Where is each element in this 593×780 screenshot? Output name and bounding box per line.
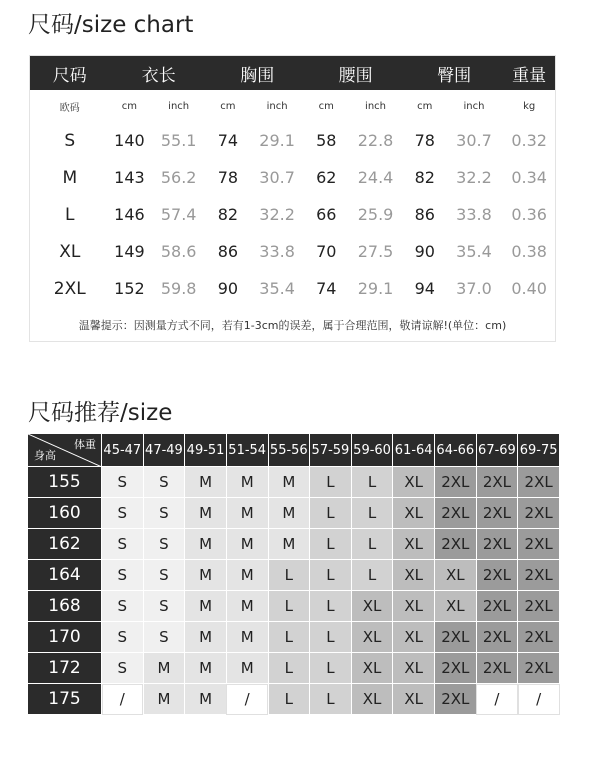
recommended-size-cell: S xyxy=(143,529,185,560)
header-size: 尺码 xyxy=(52,65,87,86)
recommended-size-cell: S xyxy=(102,622,144,653)
recommended-size-cell: M xyxy=(185,529,227,560)
recommended-size-cell: M xyxy=(268,467,310,498)
size-chart-cell-chest-cm: 74 xyxy=(217,131,239,150)
recommended-size-cell: L xyxy=(310,653,352,684)
header-length: 衣长 xyxy=(141,65,176,86)
recommended-size-cell: S xyxy=(102,467,144,498)
recommended-size-cell: XL xyxy=(393,591,435,622)
grid-row xyxy=(28,498,560,529)
recommended-size-cell: / xyxy=(476,684,518,715)
size-chart-cell-hip-cm: 90 xyxy=(414,242,435,261)
recommended-size-cell: L xyxy=(310,529,352,560)
recommended-size-cell: XL xyxy=(393,560,435,591)
weight-column-header: 45-47 xyxy=(102,434,144,467)
recommended-size-cell: L xyxy=(351,560,393,591)
subheader-inch: inch xyxy=(168,100,190,112)
recommended-size-cell: XL xyxy=(393,529,435,560)
recommended-size-cell: 2XL xyxy=(476,498,518,529)
size-chart-cell-chest-cm: 86 xyxy=(217,242,239,261)
recommended-size-cell: S xyxy=(102,498,144,529)
size-chart-cell-weight: 0.38 xyxy=(511,242,547,261)
size-chart-cell-hip-in: 32.2 xyxy=(456,168,492,187)
size-chart-cell-waist-in: 29.1 xyxy=(357,279,394,298)
weight-column-header: 57-59 xyxy=(310,434,352,467)
size-chart-row xyxy=(30,233,555,270)
recommended-size-cell: S xyxy=(102,653,144,684)
size-chart-cell-hip-cm: 86 xyxy=(414,205,435,224)
subheader-kg: kg xyxy=(523,100,536,112)
size-chart-cell-waist-in: 25.9 xyxy=(357,205,394,224)
recommended-size-cell: / xyxy=(226,684,268,715)
header-weight: 重量 xyxy=(512,65,547,86)
size-chart-row xyxy=(30,270,555,307)
size-chart-cell-waist-in: 22.8 xyxy=(357,131,394,150)
size-chart-cell-waist-in: 24.4 xyxy=(357,168,394,187)
size-chart-cell-weight: 0.34 xyxy=(511,168,547,187)
height-row-header: 164 xyxy=(28,560,102,591)
size-chart-header xyxy=(30,56,555,90)
weight-column-header: 64-66 xyxy=(435,434,477,467)
size-chart-cell-len-cm: 152 xyxy=(114,279,145,298)
grid-row xyxy=(28,622,560,653)
measurement-note: 温馨提示：因测量方式不同，若有1-3cm的误差，属于合理范围，敬请谅解!(单位：cm) xyxy=(78,319,507,332)
size-chart-cell-len-in: 55.1 xyxy=(160,131,197,150)
recommended-size-cell: M xyxy=(185,560,227,591)
weight-column-header: 51-54 xyxy=(226,434,268,467)
subheader-cm: cm xyxy=(220,100,236,112)
grid-row xyxy=(28,529,560,560)
size-chart-cell-hip-cm: 78 xyxy=(414,131,435,150)
header-hip: 臀围 xyxy=(437,65,472,86)
recommended-size-cell: M xyxy=(226,653,268,684)
height-row-header: 168 xyxy=(28,591,102,622)
recommended-size-cell: 2XL xyxy=(518,591,560,622)
recommended-size-cell: M xyxy=(226,591,268,622)
size-chart-cell-len-in: 58.6 xyxy=(160,242,197,261)
size-chart-cell-len-in: 56.2 xyxy=(160,168,197,187)
size-chart-subheader xyxy=(30,90,555,122)
size-chart-table xyxy=(29,55,556,342)
recommended-size-cell: 2XL xyxy=(476,653,518,684)
recommended-size-cell: M xyxy=(226,560,268,591)
recommended-size-cell: XL xyxy=(435,591,477,622)
size-chart-cell-len-cm: 143 xyxy=(114,168,145,187)
size-chart-cell-waist-in: 27.5 xyxy=(357,242,394,261)
size-chart-cell-weight: 0.40 xyxy=(511,279,547,298)
size-chart-cell-size: 2XL xyxy=(53,278,86,299)
recommended-size-cell: L xyxy=(268,560,310,591)
recommended-size-cell: 2XL xyxy=(435,622,477,653)
recommended-size-cell: XL xyxy=(393,467,435,498)
recommended-size-cell: L xyxy=(310,498,352,529)
size-chart-cell-hip-in: 33.8 xyxy=(456,205,492,224)
subheader-cm: cm xyxy=(121,100,138,112)
size-chart-cell-len-in: 57.4 xyxy=(160,205,197,224)
recommended-size-cell: XL xyxy=(393,498,435,529)
size-chart-cell-waist-cm: 70 xyxy=(316,242,337,261)
recommended-size-cell: L xyxy=(310,684,352,715)
recommended-size-cell: M xyxy=(268,498,310,529)
recommended-size-cell: L xyxy=(351,467,393,498)
size-chart-cell-chest-cm: 82 xyxy=(217,205,239,224)
recommended-size-cell: 2XL xyxy=(476,529,518,560)
recommended-size-cell: L xyxy=(310,622,352,653)
size-chart-cell-len-cm: 146 xyxy=(114,205,145,224)
recommended-size-cell: S xyxy=(143,560,185,591)
size-chart-cell-len-cm: 149 xyxy=(114,242,145,261)
recommended-size-cell: S xyxy=(102,591,144,622)
size-chart-cell-waist-cm: 66 xyxy=(316,205,337,224)
size-chart-cell-chest-in: 30.7 xyxy=(259,168,295,187)
size-chart-cell-size: XL xyxy=(59,241,81,262)
size-chart-cell-len-cm: 140 xyxy=(114,131,145,150)
corner-height-label: 身高 xyxy=(34,449,56,462)
recommended-size-cell: M xyxy=(226,467,268,498)
recommended-size-cell: 2XL xyxy=(518,498,560,529)
subheader-inch: inch xyxy=(365,100,386,112)
size-recommendation-title: 尺码推荐/size xyxy=(28,400,173,426)
recommended-size-cell: M xyxy=(226,529,268,560)
grid-row xyxy=(28,591,560,622)
recommended-size-cell: L xyxy=(351,498,393,529)
recommended-size-cell: / xyxy=(102,684,144,715)
recommended-size-cell: 2XL xyxy=(518,653,560,684)
recommended-size-cell: 2XL xyxy=(476,467,518,498)
recommended-size-cell: XL xyxy=(393,622,435,653)
recommended-size-cell: M xyxy=(185,591,227,622)
recommended-size-cell: M xyxy=(226,622,268,653)
size-chart-cell-hip-cm: 94 xyxy=(414,279,435,298)
grid-row xyxy=(28,653,560,684)
recommended-size-cell: S xyxy=(143,622,185,653)
weight-column-header: 47-49 xyxy=(143,434,185,467)
size-chart-row xyxy=(30,196,555,233)
size-chart-cell-chest-cm: 90 xyxy=(217,279,239,298)
recommended-size-cell: 2XL xyxy=(476,591,518,622)
header-chest: 胸围 xyxy=(240,65,275,86)
size-chart-cell-chest-in: 35.4 xyxy=(259,279,295,298)
weight-column-header: 69-75 xyxy=(518,434,560,467)
size-chart-cell-hip-in: 37.0 xyxy=(456,279,492,298)
recommended-size-cell: XL xyxy=(351,684,393,715)
recommended-size-cell: M xyxy=(185,498,227,529)
subheader-inch: inch xyxy=(463,100,485,112)
recommended-size-cell: M xyxy=(143,653,185,684)
size-chart-cell-hip-in: 35.4 xyxy=(456,242,492,261)
size-chart-cell-weight: 0.36 xyxy=(511,205,547,224)
recommended-size-cell: M xyxy=(143,684,185,715)
recommended-size-cell: 2XL xyxy=(476,622,518,653)
size-chart-row xyxy=(30,159,555,196)
recommended-size-cell: L xyxy=(351,529,393,560)
recommended-size-cell: 2XL xyxy=(435,653,477,684)
recommended-size-cell: S xyxy=(143,467,185,498)
recommended-size-cell: L xyxy=(310,560,352,591)
recommended-size-cell: 2XL xyxy=(435,467,477,498)
height-row-header: 162 xyxy=(28,529,102,560)
recommended-size-cell: M xyxy=(226,498,268,529)
size-chart-cell-len-in: 59.8 xyxy=(160,279,197,298)
height-row-header: 170 xyxy=(28,622,102,653)
recommended-size-cell: M xyxy=(185,467,227,498)
recommended-size-cell: S xyxy=(102,560,144,591)
weight-column-header: 59-60 xyxy=(351,434,393,467)
recommended-size-cell: L xyxy=(268,653,310,684)
recommended-size-cell: 2XL xyxy=(435,498,477,529)
grid-row xyxy=(28,467,560,498)
size-chart-row xyxy=(30,122,555,159)
recommended-size-cell: / xyxy=(518,684,560,715)
recommended-size-cell: XL xyxy=(435,560,477,591)
recommended-size-cell: XL xyxy=(351,591,393,622)
recommended-size-cell: 2XL xyxy=(518,467,560,498)
size-chart-cell-size: S xyxy=(64,130,76,151)
height-row-header: 172 xyxy=(28,653,102,684)
subheader-inch: inch xyxy=(266,100,288,112)
height-row-header: 155 xyxy=(28,467,102,498)
weight-column-header: 55-56 xyxy=(268,434,310,467)
size-chart-cell-waist-cm: 74 xyxy=(316,279,337,298)
size-chart-cell-size: L xyxy=(65,204,75,225)
recommended-size-cell: 2XL xyxy=(435,684,477,715)
recommended-size-cell: L xyxy=(310,467,352,498)
subheader-cm: cm xyxy=(417,100,433,112)
recommended-size-cell: 2XL xyxy=(518,529,560,560)
recommended-size-cell: S xyxy=(102,529,144,560)
weight-column-header: 61-64 xyxy=(393,434,435,467)
recommended-size-cell: S xyxy=(143,498,185,529)
height-row-header: 175 xyxy=(28,684,102,715)
recommended-size-cell: M xyxy=(268,529,310,560)
recommended-size-cell: 2XL xyxy=(518,560,560,591)
recommended-size-cell: M xyxy=(185,653,227,684)
grid-row xyxy=(28,684,560,715)
header-waist: 腰围 xyxy=(338,65,373,86)
recommended-size-cell: M xyxy=(185,684,227,715)
recommended-size-cell: XL xyxy=(351,622,393,653)
recommended-size-cell: 2XL xyxy=(435,529,477,560)
recommended-size-cell: 2XL xyxy=(476,560,518,591)
recommended-size-cell: S xyxy=(143,591,185,622)
weight-column-header: 49-51 xyxy=(185,434,227,467)
grid-corner xyxy=(28,434,102,467)
size-chart-title: 尺码/size chart xyxy=(28,12,194,38)
size-chart-cell-waist-cm: 58 xyxy=(316,131,337,150)
height-row-header: 160 xyxy=(28,498,102,529)
size-chart-cell-size: M xyxy=(62,167,78,188)
recommended-size-cell: XL xyxy=(393,653,435,684)
size-chart-cell-chest-in: 33.8 xyxy=(259,242,295,261)
weight-column-header: 67-69 xyxy=(476,434,518,467)
subheader-cm: cm xyxy=(318,100,334,112)
corner-weight-label: 体重 xyxy=(74,438,96,451)
recommended-size-cell: XL xyxy=(393,684,435,715)
recommended-size-cell: M xyxy=(185,622,227,653)
size-chart-cell-chest-cm: 78 xyxy=(217,168,239,187)
size-chart-cell-hip-in: 30.7 xyxy=(456,131,492,150)
size-chart-cell-hip-cm: 82 xyxy=(414,168,435,187)
size-chart-cell-chest-in: 32.2 xyxy=(259,205,295,224)
recommended-size-cell: XL xyxy=(351,653,393,684)
recommended-size-cell: L xyxy=(268,622,310,653)
size-chart-cell-weight: 0.32 xyxy=(511,131,547,150)
recommended-size-cell: L xyxy=(268,591,310,622)
size-recommendation-grid xyxy=(27,433,560,715)
recommended-size-cell: L xyxy=(310,591,352,622)
size-chart-cell-chest-in: 29.1 xyxy=(259,131,295,150)
grid-row xyxy=(28,560,560,591)
size-chart-cell-waist-cm: 62 xyxy=(316,168,337,187)
recommended-size-cell: 2XL xyxy=(518,622,560,653)
subheader-size: 欧码 xyxy=(59,102,80,114)
recommended-size-cell: L xyxy=(268,684,310,715)
